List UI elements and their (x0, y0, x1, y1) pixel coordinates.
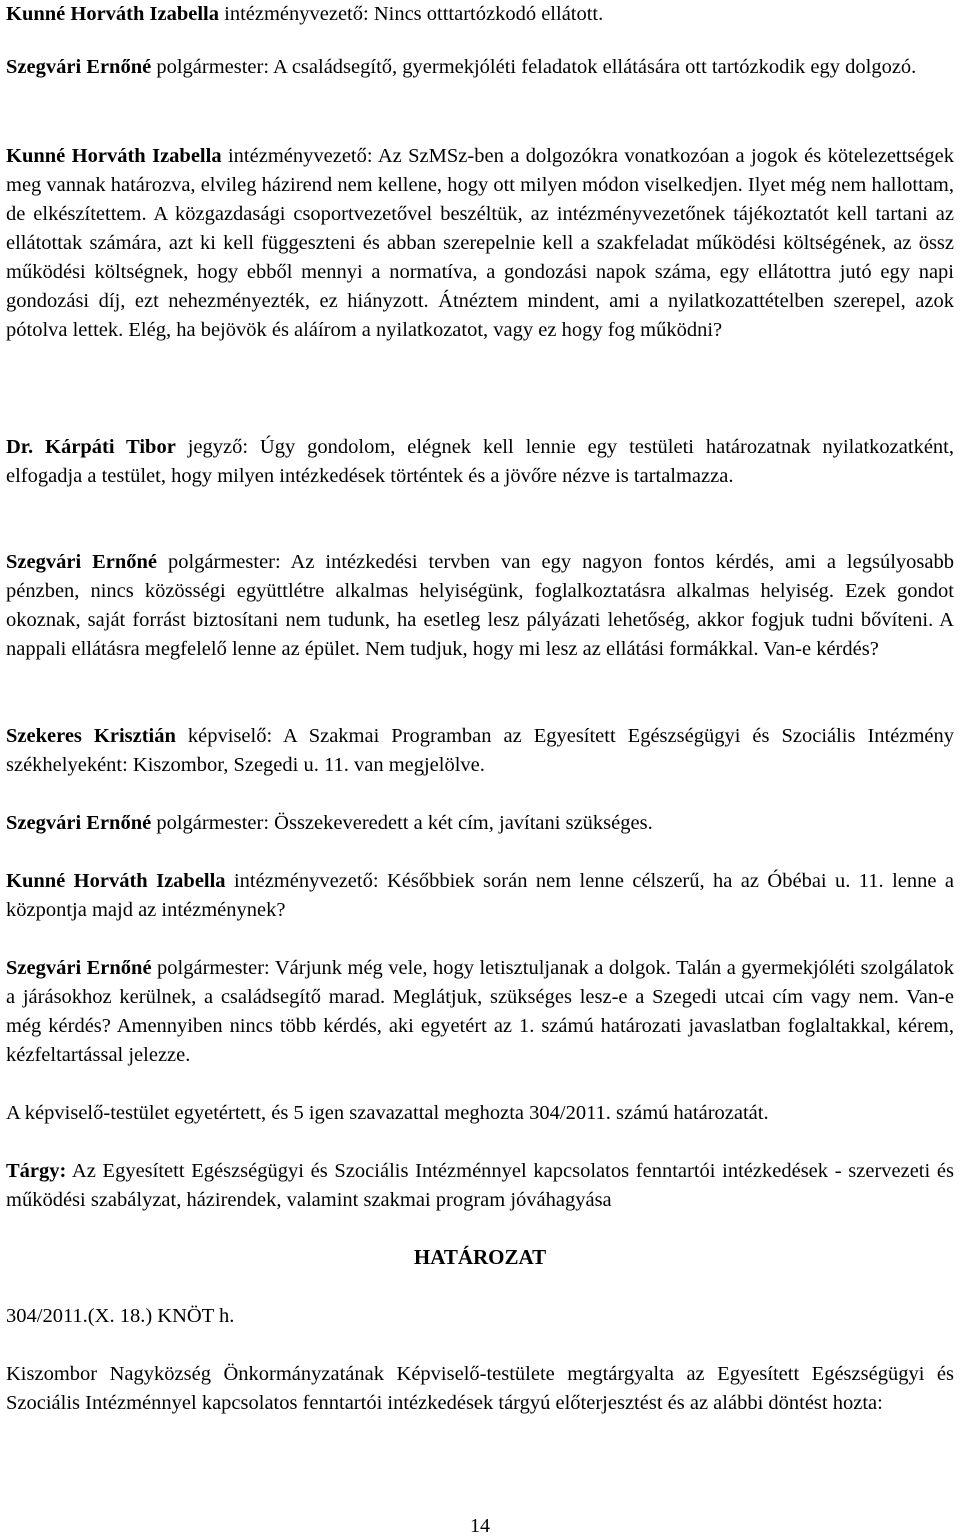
paragraph-text: polgármester: Várjunk még vele, hogy letisztuljanak a dolgok. Talán a gyermekjóléti szolgálatok a járásokhoz kerülnek, a családsegítő marad. Meglátjuk, szükséges lesz-e a Szegedi utcai cím vagy nem. Van-e még kérdés? Amennyiben nincs több kérdés, aki egyetért az 1. számú határozati javaslatban foglaltakkal, kérem, kézfeltartással jelezze. (6, 957, 954, 1066)
vote-result-paragraph (6, 1099, 954, 1128)
paragraph-text: intézményvezető: Nincs otttartózkodó ellátott. (219, 3, 604, 25)
paragraph-2 (6, 53, 954, 82)
paragraph-5 (6, 548, 954, 664)
speaker-name: Szekeres Krisztián (6, 725, 176, 747)
speaker-name: Szegvári Ernőné (6, 56, 152, 78)
paragraph-1 (6, 0, 954, 29)
speaker-name: Szegvári Ernőné (6, 812, 152, 834)
paragraph-text: A képviselő-testület egyetértett, és 5 igen szavazattal meghozta 304/2011. számú határozatát. (6, 1102, 769, 1124)
speaker-name: Kunné Horváth Izabella (6, 870, 226, 892)
paragraph-6 (6, 722, 954, 780)
page-number: 14 (470, 1515, 490, 1537)
paragraph-text: jegyző: Úgy gondolom, elégnek kell lennie egy testületi határozatnak nyilatkozatként, elfogadja a testület, hogy milyen intézkedések történtek és a jövőre nézve is tartalmazza. (6, 436, 954, 487)
speaker-name: Szegvári Ernőné (6, 551, 158, 573)
paragraph-8 (6, 867, 954, 925)
paragraph-text: intézményvezető: Későbbiek során nem lenne célszerű, ha az Óbébai u. 11. lenne a központja majd az intézménynek? (6, 870, 954, 921)
paragraph-text: Az Egyesített Egészségügyi és Szociális Intézménnyel kapcsolatos fenntartói intézkedések - szervezeti és működési szabályzat, házirendek, valamint szakmai program jóváhagyása (6, 1160, 954, 1211)
paragraph-4 (6, 433, 954, 491)
paragraph-text: képviselő: A Szakmai Programban az Egyesített Egészségügyi és Szociális Intézmény székhelyeként: Kiszombor, Szegedi u. 11. van megjelölve. (6, 725, 954, 776)
closing-paragraph: Kiszombor Nagyközség Önkormányzatának Képviselő-testülete megtárgyalta az Egyesített Egészségügyi és Szociális Intézménnyel kapcsolatos fenntartói intézkedések tárgyú előterjesztést és az alábbi döntést hozta: (6, 1363, 954, 1414)
paragraph-7 (6, 809, 954, 838)
resolution-heading: HATÁROZAT (413, 1245, 547, 1269)
speaker-name: Dr. Kárpáti Tibor (6, 436, 176, 458)
subject-paragraph (6, 1157, 954, 1215)
paragraph-text: polgármester: A családsegítő, gyermekjóléti feladatok ellátására ott tartózkodik egy dolgozó. (151, 56, 917, 78)
paragraph-text: polgármester: Összekeveredett a két cím, javítani szükséges. (151, 812, 653, 834)
speaker-name: Kunné Horváth Izabella (6, 3, 219, 25)
resolution-number: 304/2011.(X. 18.) KNÖT h. (6, 1305, 235, 1327)
paragraph-9 (6, 954, 954, 1070)
subject-label: Tárgy: (6, 1160, 67, 1182)
paragraph-3 (6, 142, 954, 345)
paragraph-text: intézményvezető: Az SzMSz-ben a dolgozókra vonatkozóan a jogok és kötelezettségek meg vannak határozva, elvileg házirend nem kellene, hogy ott milyen módon viselkedjen. Ilyet még nem hallottam, de elkészítettem. A közgazdasági csoportvezetővel beszéltük, az intézményvezetőnek tájékoztatót kell tartani az ellátottak számára, azt ki kell függeszteni és abban szerepelnie kell a szakfeladat működési költségének, az össz működési költségnek, hogy ebből mennyi a normatíva, a gondozási napok száma, egy ellátottra jutó egy napi gondozási díj, ezt nehezményezték, ez hiányzott. Átnéztem mindent, ami a nyilatkozattételben szerepel, azok pótolva lettek. Elég, ha bejövök és aláírom a nyilatkozatot, vagy ez hogy fog működni? (6, 145, 954, 341)
speaker-name: Szegvári Ernőné (6, 957, 152, 979)
speaker-name: Kunné Horváth Izabella (6, 145, 222, 167)
paragraph-text: polgármester: Az intézkedési tervben van egy nagyon fontos kérdés, ami a legsúlyosabb pénzben, nincs közösségi együttlétre alkalmas helyiségünk, foglalkoztatásra alkalmas helyiség. Ezek gondot okoznak, saját forrást biztosítani nem tudunk, ha esetleg lesz pályázati lehetőség, akkor fogjuk tudni bővíteni. A nappali ellátásra megfelelő lenne az épület. Nem tudjuk, hogy mi lesz az ellátási formákkal. Van-e kérdés? (6, 551, 954, 660)
